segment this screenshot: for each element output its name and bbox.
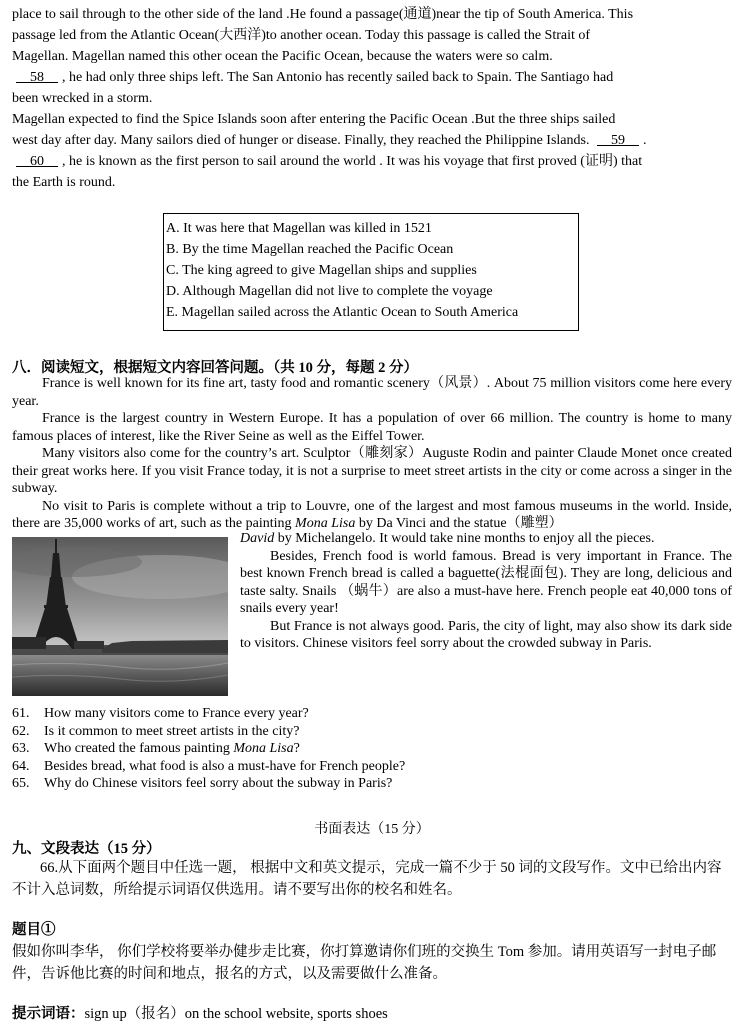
- question-text: How many visitors come to France every year?: [44, 706, 309, 721]
- blank-58[interactable]: 58: [30, 70, 44, 85]
- writing-instructions: 66.从下面两个题目中任选一题， 根据中文和英文提示，完成一篇不少于 50 词的文段写作。文中已给出内容不计入总词数，所给提示词语仅供选用。请不要写出你的校名和姓名。: [12, 860, 722, 898]
- article-paragraph: [12, 498, 732, 533]
- question-number: 64.: [12, 758, 30, 774]
- section-9-title: 九、文段表达（15 分）: [12, 841, 161, 857]
- section-8-title: 八．阅读短文，根据短文内容回答问题。（共 10 分，每题 2 分）: [12, 360, 418, 376]
- option-a: A. It was here that Magellan was killed in 1521: [166, 221, 432, 236]
- eiffel-tower-photo: [12, 537, 228, 696]
- hint-label: 提示词语：: [12, 1006, 85, 1022]
- passage-line: [12, 67, 732, 88]
- reading-article: [12, 375, 732, 533]
- passage-text: west day after day. Many sailors died of hunger or disease. Finally, they reached the Philippine Islands.: [12, 133, 590, 148]
- questions-list: [12, 705, 405, 793]
- question-number: 62.: [12, 723, 30, 739]
- question-64: [12, 758, 405, 776]
- article-text: by Michelangelo. It would take nine months to enjoy all the pieces.: [274, 531, 655, 546]
- article-paragraph: But France is not always good. Paris, the city of light, may also show its dark side to visitors. Chinese visitors feel sorry about the crowded subway in Paris.: [240, 618, 732, 651]
- question-text: ?: [293, 741, 300, 757]
- hint-text: sign up（报名）on the school website, sports shoes: [84, 1006, 388, 1022]
- artwork-title: Mona Lisa: [295, 516, 356, 531]
- question-number: 65.: [12, 776, 30, 792]
- passage-line: Magellan. Magellan named this other ocean the Pacific Ocean, because the waters were so calm.: [12, 49, 553, 64]
- question-text: Besides bread, what food is also a must-have for French people?: [44, 758, 406, 774]
- passage-line: passage led from the Atlantic Ocean(大西洋)to another ocean. Today this passage is called the Strait of: [12, 28, 591, 43]
- passage-line: [12, 130, 732, 151]
- passage-cloze: [12, 4, 732, 193]
- passage-text: .: [642, 133, 647, 148]
- question-63: [12, 740, 405, 758]
- option-b: B. By the time Magellan reached the Pacific Ocean: [166, 242, 454, 257]
- question-number: 61.: [12, 706, 30, 721]
- article-paragraph: France is well known for its fine art, tasty food and romantic scenery（风景）. About 75 million visitors come here every year.: [12, 376, 732, 409]
- option-c: C. The king agreed to give Magellan ships and supplies: [166, 263, 477, 278]
- article-text: by Da Vinci and the statue（雕塑）: [355, 516, 563, 531]
- article-text: No visit to Paris is complete without a trip to Louvre, one of the largest and most famous museums in the world. Inside, there are 35,000 works of art, such as the painting: [12, 498, 732, 531]
- artwork-title: David: [240, 531, 275, 546]
- passage-text: , he is known as the first person to sail around the world . It was his voyage that first proved (证明) that: [62, 154, 643, 169]
- options-box: [163, 213, 579, 331]
- article-paragraph: Besides, French food is world famous. Bread is very important in France. The best known French bread is called a baguette(法棍面包). They are long, delicious and taste salty. Snails （蜗牛）are also a must-have here. French people eat 40,000 tons of snails every year!: [240, 548, 732, 616]
- question-62: [12, 723, 405, 741]
- passage-line: the Earth is round.: [12, 175, 116, 190]
- passage-text: , he had only three ships left. The San Antonio has recently sailed back to Spain. The Santiago had: [62, 70, 614, 85]
- topic-1-title: 题目①: [12, 922, 56, 938]
- passage-line: [12, 151, 732, 172]
- option-d: D. Although Magellan did not live to complete the voyage: [166, 284, 493, 299]
- article-paragraph: France is the largest country in Western Europe. It has a population of over 66 million. The country is home to many famous places of interest, like the River Seine as well as the Eiffel Tower.: [12, 411, 732, 444]
- question-text: Why do Chinese visitors feel sorry about the subway in Paris?: [44, 776, 393, 792]
- artwork-title: Mona Lisa: [233, 741, 294, 757]
- article-paragraph: Many visitors also come for the country’s art. Sculptor（雕刻家）Auguste Rodin and painter Claude Monet once created their great works here. If you visit France today, it is not a surprise to meet street artists in the city or come across a singer in the subway.: [12, 446, 732, 496]
- writing-center-title: 书面表达（15 分）: [314, 822, 430, 837]
- passage-line: been wrecked in a storm.: [12, 91, 153, 106]
- option-e: E. Magellan sailed across the Atlantic Ocean to South America: [166, 305, 519, 320]
- question-65: [12, 775, 405, 793]
- article-paragraph: [240, 530, 732, 548]
- passage-line: Magellan expected to find the Spice Islands soon after entering the Pacific Ocean .But the three ships sailed: [12, 112, 616, 127]
- question-text: Is it common to meet street artists in the city?: [44, 723, 300, 739]
- question-number: 63.: [12, 741, 30, 757]
- passage-line: place to sail through to the other side of the land .He found a passage(通道)near the tip of South America. This: [12, 7, 634, 22]
- article-side-column: [240, 530, 732, 653]
- question-text: Who created the famous painting: [44, 741, 234, 757]
- blank-59[interactable]: 59: [610, 133, 625, 148]
- blank-60[interactable]: 60: [30, 154, 44, 169]
- topic-1-text: 假如你叫李华， 你们学校将要举办健步走比赛，你打算邀请你们班的交换生 Tom 参加。请用英语写一封电子邮件，告诉他比赛的时间和地点，报名的方式，以及需要做什么准备。: [12, 944, 717, 982]
- exam-page: [12, 4, 732, 1022]
- hint-line: [12, 1003, 732, 1025]
- question-61: [12, 705, 405, 723]
